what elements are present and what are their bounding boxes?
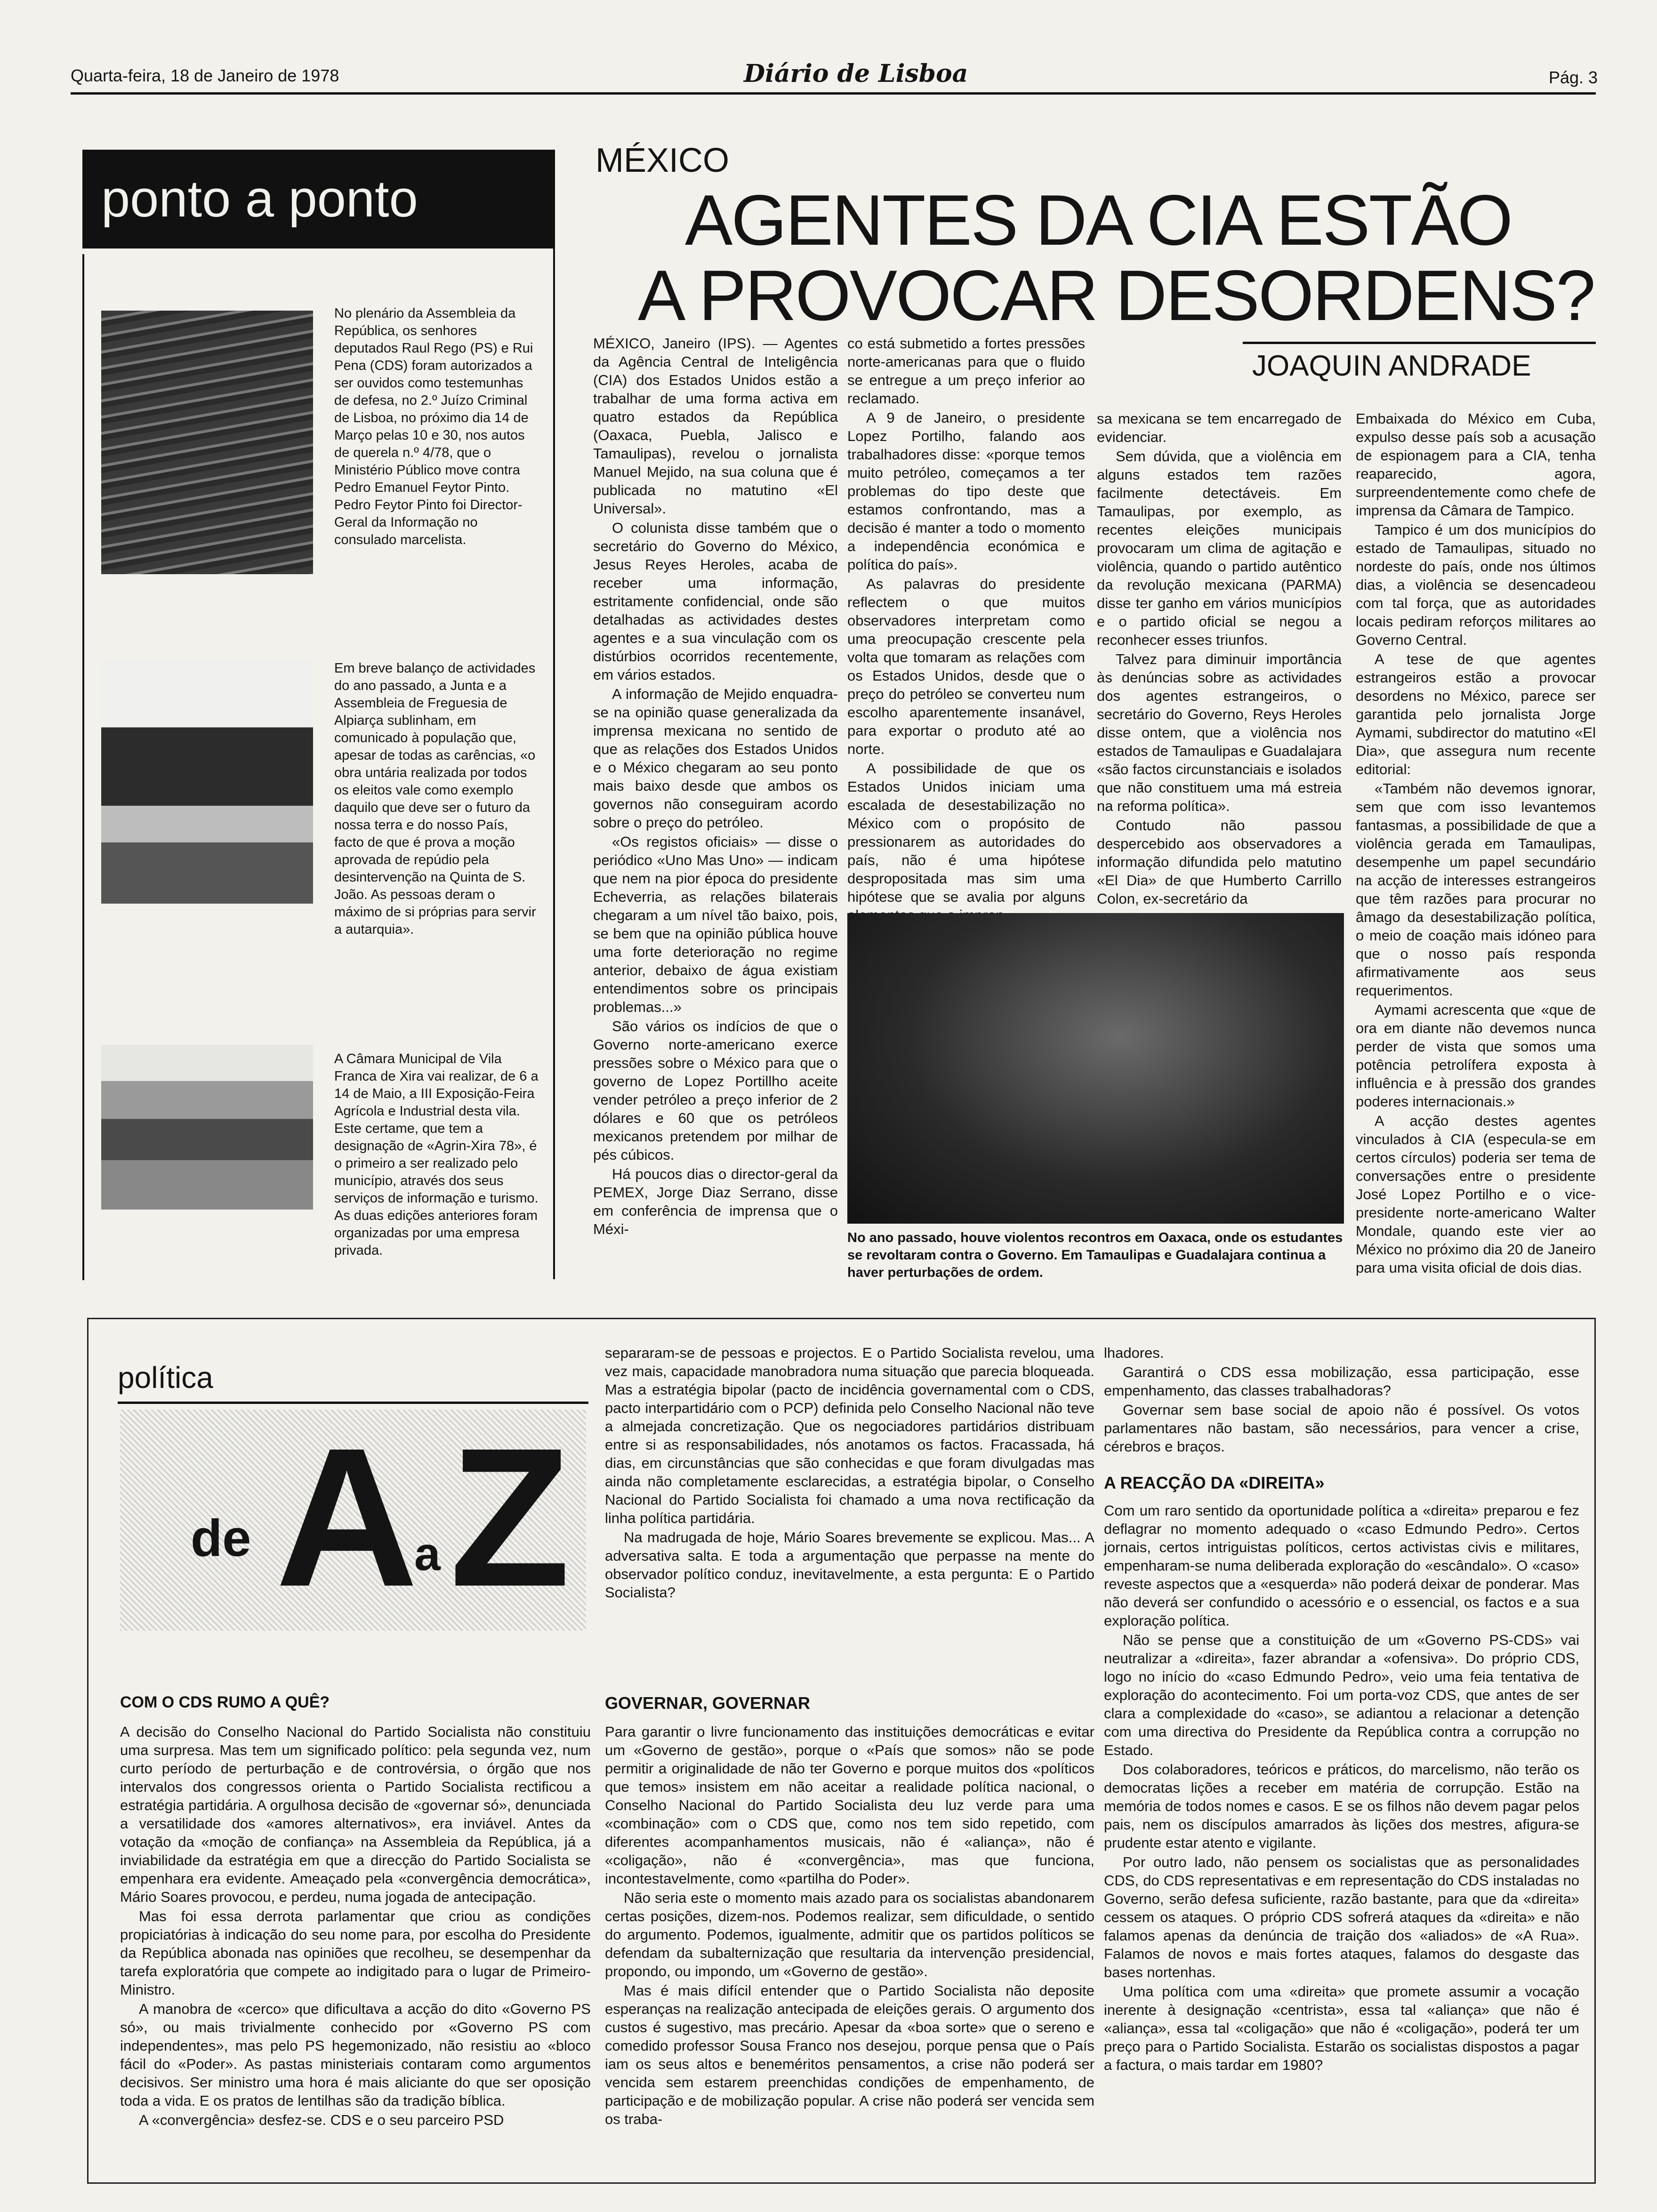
ponto-item-1: No plenário da Assembleia da República, os senhores deputados Raul Rego (PS) e Rui Pena (CDS) foram autorizados a ser ouvidos como testemunhas de defesa, no 2.º Juízo Criminal de Lisboa, no próximo dia 14 de Março pelas 10 e 30, nos autos de querela n.º 4/78, que o Ministério Público move contra Pedro Emanuel Feytor Pinto. Pedro Feytor Pinto foi Director-Geral da Informação no consulado marcelista. [334,306,533,547]
mexico-c2-p1: co está submetido a fortes pressões norte-americanas para que o fluido se entregue a um preço inferior ao reclamado. [847,335,1085,407]
mexico-c1-p3: A informação de Mejido enquadra-se na opinião quase generalizada da imprensa mexicana no sentido de que as relações dos Estados Unidos e o México chegaram ao seu ponto mais baixo desde que ambos os governos não conseguiram acordo sobre o preço do petróleo. [593,686,838,831]
politica-subheading-3: A REACÇÃO DA «DIREITA» [1104,1473,1325,1492]
mexico-headline-line-1: AGENTES DA CIA ESTÃO [685,180,1512,260]
politica-section-label: política [118,1361,213,1395]
politica-c2-p2: Na madrugada de hoje, Mário Soares brevemente se explicou. Mas... A adversativa salta. E toda a argumentação que perpasse na mente do observador político conduz, inevitavelmente, a esta pergunta: E o Partido Socialista? [605,1529,1094,1601]
politica-column-3 [1104,1344,1579,1457]
politica-c3b-p3: Dos colaboradores, teóricos e práticos, do marcelismo, não terão os democratas lições a receber em matéria de corrupção. Estão na memória de todos nomes e casos. E se os filhos não devem pagar pelos pais, nem os discípulos amarrados às lições dos mestres, afigura-se prudente estar atento e vigilante. [1104,1761,1579,1851]
mexico-c3-p4: Contudo não passou despercebido aos observadores a informação difundida pelo matutino «El Dia» de que Humberto Carrillo Colon, ex-secretário da [1097,817,1342,907]
mexico-c4-p3: A tese de que agentes estrangeiros estão a provocar desordens no México, parece ser garantida pelo jornalista Jorge Aymami, subdirector do matutino «El Dia», que assegura num recente editorial: [1356,651,1596,777]
mexico-column-2 [847,334,1085,925]
mexico-c2-p4: A possibilidade de que os Estados Unidos iniciam uma escalada de desestabilização no México com o propósito de pressionarem as autoridades do país, não é uma hipótese despropositada mas sim uma hipótese que se avalia por alguns [847,760,1085,905]
politica-column-2b [605,1723,1094,2129]
mexico-column-1 [593,334,838,1239]
masthead-paper-name: Diário de Lisboa [744,59,968,88]
mexico-c2-p2: A 9 de Janeiro, o presidente Lopez Portilho, falando aos trabalhadores disse: «porque temos muito petróleo, começamos a ter problemas do tipo deste que estamos confrontando, mas a decisão é manter a todo o momento a independência económica e política do país». [847,409,1085,573]
mexico-c1-p4: «Os registos oficiais» — disse o periódico «Uno Mas Uno» — indicam que nem na pior época do presidente Echeverria, as relações bilaterais chegaram a um nível tão baixo, pois, se bem que na opinião pública houve uma forte deterioração no regime anterior, debaixo de água existiam entendimentos sobre os principais problemas...» [593,834,838,1015]
a-small-letter: a [414,1528,441,1580]
politica-c1-p3: A manobra de «cerco» que dificultava a acção do dito «Governo PS só», ou mais trivialmente conhecido por «Governo PS com independentes», mas pelo PS hegemonizado, não resistiu ao «bloco fácil do «Poder». As pastas ministeriais contaram como argumentos decisivos. Ser ministro uma hora é mais aliciante do que ser oposição toda a vida. E os pratos de lentilhas são da tradição bíblica. [120,2001,591,2109]
ponto-item-2: Em breve balanço de actividades do ano passado, a Junta e a Assembleia de Freguesia de Alpiarça sublinham, em comunicado à população que, apesar de todas as carências, «o obra untária realizada por todos os eleitos vale como exemplo daquilo que deve ser o futuro da nossa terra e do nosso País, facto de que é prova a moção aprovada de repúdio pela desintervenção na Quinta de S. João. As pessoas deram o máximo de si próprias para servir a autarquia». [334,661,536,937]
ponto-right-rule [553,150,555,1279]
politica-c1-p2: Mas foi essa derrota parlamentar que criou as condições propiciatórias à indicação do seu nome para, por escolha do Presidente da República abonada nas opiniões que recolheu, se desempenhar da tarefa exploratória que compete ao indigitado para o lugar de Primeiro-Ministro. [120,1908,591,1998]
mexico-c3-p2: Sem dúvida, que a violência em alguns estados tem razões facilmente detectáveis. Em Tamaulipas, por exemplo, as recentes eleições municipais provocaram um clima de agitação e violência, quando o partido autêntico da revolução mexicana (PARMA) disse ter ganho em vários municípios e o partido oficial se negou a reconhecer esses triunfos. [1097,448,1342,648]
ponto-item-3: A Câmara Municipal de Vila Franca de Xira vai realizar, de 6 a 14 de Maio, a III Exposição-Feira Agrícola e Industrial desta vila. Este certame, que tem a designação de «Agrin-Xira 78», é o primeiro a ser realizado pelo município, através dos seus serviços de informação e turismo. As duas edições anteriores foram organizadas por uma empresa privada. [334,1051,539,1258]
mexico-headline-line-2: A PROVOCAR DESORDENS? [638,256,1594,336]
vila-franca-photo [101,1045,313,1210]
politica-c3-p2: Garantirá o CDS essa mobilização, essa participação, esse empenhamento, das classes trabalhadoras? [1104,1364,1579,1399]
ponto-a-ponto-banner [82,150,553,248]
mexico-c1-p6: Há poucos dias o director-geral da PEMEX, Jorge Diaz Serrano, disse em conferência de imprensa que o Méxi- [593,1166,838,1237]
politica-c3b-p4: Por outro lado, não pensem os socialistas que as personalidades CDS, do CDS representativas e em representação do CDS instaladas no Governo, serão defesa suficiente, razão bastante, para que da «direita» cessem os ataques. O próprio CDS sofrerá ataques da «direita» e não falamos apenas da denúncia de traição dos «aliados» de «A Rua». Falamos de novos e mais fortes ataques, falamos do desgaste das bases nortenhas. [1104,1854,1579,1980]
politica-c2b-p1: Para garantir o livre funcionamento das instituições democráticas e evitar um «Governo de gestão», porque o «País que somos» não se pode permitir a originalidade de não ter Governo e porque muitos dos «políticos que temos» insistem em não aceitar a realidade política nacional, o Conselho Nacional do Partido Socialista deu luz verde para uma «combinação» com o CDS que, como nos tem sido repetido, com diferentes acompanhamentos musicais, não é «aliança», não é «coligação», não é «convergência», mas que funciona, incontestavelmente, como «partilha do Poder». [605,1723,1094,1887]
z-big-letter: Z [450,1407,571,1628]
politica-c1-p4: A «convergência» desfez-se. CDS e o seu parceiro PSD [139,2112,504,2128]
politica-c2-p1: separaram-se de pessoas e projectos. E o Partido Socialista revelou, uma vez mais, capacidade manobradora numa situação que parecia bloqueada. Mas a estratégia bipolar (pacto de incidência governamental com o CDS, pacto interpartidário com o PCP) definida pelo Conselho Nacional não teve a almejada concretização. Que os negociadores partidários distribuam entre si as responsabilidades, nós anotamos os factos. Fracassada, há dias, em circunstâncias que são conhecidas e que foram divulgadas mas ainda não completamente esclarecidas, a estratégia bipolar, o Conselho Nacional do Partido Socialista foi chamado a uma nova rectificação da linha política partidária. [605,1345,1094,1526]
alpiarca-photo [101,659,313,904]
masthead-date: Quarta-feira, 18 de Janeiro de 1978 [71,66,339,85]
mexico-c4-p2: Tampico é um dos municípios do estado de Tamaulipas, situado no nordeste do país, onde nos últimos dias, a violência se desencadeou com tal força, que as autoridades locais pediram reforços militares ao Governo Central. [1356,521,1596,648]
mexico-kicker: MÉXICO [595,142,730,179]
politica-c3b-p5: Uma política com uma «direita» que promete assumir a vocação inerente à designação «centrista», essa tal «aliança» que não é «aliança», essa tal «coligação» que não é «coligação», poderá ter um preço para o Partido Socialista. Estarão os socialistas dispostos a pagar a factura, o mais tardar em 1980? [1104,1983,1579,2073]
politica-c3b-p1: Com um raro sentido da oportunidade política a «direita» preparou e fez deflagrar no momento adequado o «caso Edmundo Pedro». Certos jornais, certos intriguistas políticos, certos activistas civis e militares, empenharam-se numa deliberada exploração do «escândalo». O «caso» reveste aspectos que a «esquerda» não poderá deixar de ponderar. Mas não deverá ser confundido o acessório e o essencial, os factos e a sua exploração política. [1104,1502,1579,1629]
politica-c1-p1: A decisão do Conselho Nacional do Partido Socialista não constituiu uma surpresa. Mas tem um significado político: pela segunda vez, num curto período de perturbação e de controvérsia, o órgão que nos intervalos dos congressos orienta o Partido Socialista rectificou a estratégia partidária. A orgulhosa decisão de «governar só», denunciada a versatilidade dos «amores alternativos», era inviável. Antes da votação da «moção de confiança» na Assembleia da República, já a inviabilidade da estratégia em que a direcção do Partido Socialista se empenhara era evidente. Ameaçado pela «convergência democrática», Mário Soares provocou, e perdeu, numa jogada de antecipação. [120,1723,591,1905]
a-big-letter: A [275,1407,418,1628]
mexico-c3-p3: Talvez para diminuir importância às denúncias sobre as actividades dos agentes estrangeiros, o secretário do Governo, Reys Heroles disse ontem, que a violência nos estados de Tamaulipas e Guadalajara «são factos circunstanciais e isolados que não constituem uma má estreia na reforma política». [1097,651,1342,814]
byline-rule [1243,342,1596,344]
politica-column-3b [1104,1501,1579,2075]
mexico-photo-caption: No ano passado, houve violentos recontros em Oaxaca, onde os estudantes se revoltaram contra o Governo. Em Tamaulipas e Guadalajara continua a haver perturbações de ordem. [847,1230,1343,1280]
ponto-a-ponto-title: ponto a ponto [101,170,418,228]
mexico-soldiers-photo [847,913,1344,1224]
assembly-photo [101,311,313,574]
mexico-c2-p3: As palavras do presidente reflectem o que muitos observadores interpretam como uma preocupação crescente pela volta que tomaram as relações com os Estados Unidos, desde que o preço do petróleo se converteu num escolho aparentemente insanável, para exportar o produto até ao norte. [847,576,1085,757]
politica-subheading-1: COM O CDS RUMO A QUÊ? [120,1693,330,1711]
ponto-left-rule [82,254,84,1280]
mexico-c4-p6: A acção destes agentes vinculados à CIA (especula-se em certos círculos) poderia ser tema de conversações entre o presidente José Lopez Portilho e o vice-presidente norte-americano Walter Mondale, quando este vier ao México no próximo dia 20 de Janeiro para uma visita oficial de dois dias. [1356,1113,1596,1276]
de-word: de [191,1509,251,1567]
mexico-byline: JOAQUIN ANDRADE [1252,350,1531,382]
politica-c2b-p2: Não seria este o momento mais azado para os socialistas abandonarem certas posições, dizem-nos. Podemos realizar, sem dificuldade, o sentido do argumento. Podemos, igualmente, admitir que os partidos políticos se defendam da subalternização que resultaria da intervenção presidencial, propondo, ou impondo, um «Governo de gestão». [605,1890,1094,1980]
mexico-c1-p2: O colunista disse também que o secretário do Governo do México, Jesus Reyes Heroles, acaba de receber uma informação, estritamente confidencial, onde são detalhadas as actividades destes agentes e a sua vinculação com os distúrbios ocorridos recentemente, em vários estados. [593,520,838,683]
mexico-column-3 [1097,409,1342,909]
politica-c2b-p3: Mas é mais difícil entender que o Partido Socialista não deposite esperanças na realização antecipada de eleições gerais. O argumento dos custos é sugestivo, mas precário. Apesar da «boa sorte» que o sereno e comedido professor Sousa Franco nos desejou, porque pensa que o País iam os seus altos e beneméritos pensamentos, a crise não poderá ser vencida sem estarem preenchidas condições de empenhamento, de participação e de mobilização popular. A crise não poderá ser vencida sem os traba- [605,1982,1094,2127]
mexico-c4-p1: Embaixada do México em Cuba, expulso desse país sob a acusação de espionagem para a CIA, tenha reaparecido, agora, surpreendentemente como chefe de imprensa da Câmara de Tampico. [1356,410,1596,519]
mexico-c1-p5: São vários os indícios de que o Governo norte-americano exerce pressões sobre o México para que o governo de Lopez Portillho aceite vender petróleo a preço inferior de 2 dólares e 60 que os petróleos mexicanos pretendem por milhar de pés cúbicos. [593,1018,838,1163]
politica-subheading-2: GOVERNAR, GOVERNAR [605,1693,811,1713]
politica-c3b-p2: Não se pense que a constituição de um «Governo PS-CDS» vai neutralizar a «direita», fazer abrandar a «ofensiva». Do próprio CDS, logo no início do «caso Edmundo Pedro», veio uma feia tentativa de exploração do acontecimento. Foi um porta-voz CDS, que antes de ser clara a complexidade do «caso», se adiantou a relacionar a detenção com uma directiva do Presidente da República contra a corrupção no Estado. [1104,1632,1579,1758]
de-a-a-z-banner [120,1407,586,1631]
mexico-c3-p1: sa mexicana se tem encarregado de evidenciar. [1097,410,1342,445]
politica-label-rule [118,1402,588,1404]
mexico-column-4 [1356,409,1596,1278]
politica-c3-p3: Governar sem base social de apoio não é possível. Os votos parlamentares não bastam, são necessários, para vencer a crise, cérebros e braços. [1104,1402,1579,1455]
politica-c3-p1: lhadores. [1104,1345,1164,1361]
masthead-rule [71,92,1596,95]
mexico-c4-p4: «Também não devemos ignorar, sem que com isso levantemos fantasmas, a possibilidade de que a violência gerada em Tamaulipas, desempenhe um papel secundário na acção de interesses estrangeiros que têm razões para procurar no âmago da desestabilização política, o meio de coação mais idóneo para que o nosso país responda afirmativamente aos seus requerimentos. [1356,780,1596,999]
politica-column-2 [605,1344,1094,1603]
politica-column-1 [120,1723,591,2130]
mexico-c1-p1: MÉXICO, Janeiro (IPS). — Agentes da Agência Central de Inteligência (CIA) dos Estados Unidos estão a trabalhar de uma forma activa em quatro estados da República (Oaxaca, Puebla, Jalisco e Tamaulipas), revelou o jornalista Manuel Mejido, na sua coluna que é publicada no matutino «El Universal». [593,335,838,517]
masthead-page-number: Pág. 3 [1549,68,1598,87]
mexico-c4-p5: Aymami acrescenta que «que de ora em diante não devemos nunca perder de vista que somos uma potência petrolífera exposta à influência e à pressão dos grandes poderes internacionais.» [1356,1002,1596,1110]
